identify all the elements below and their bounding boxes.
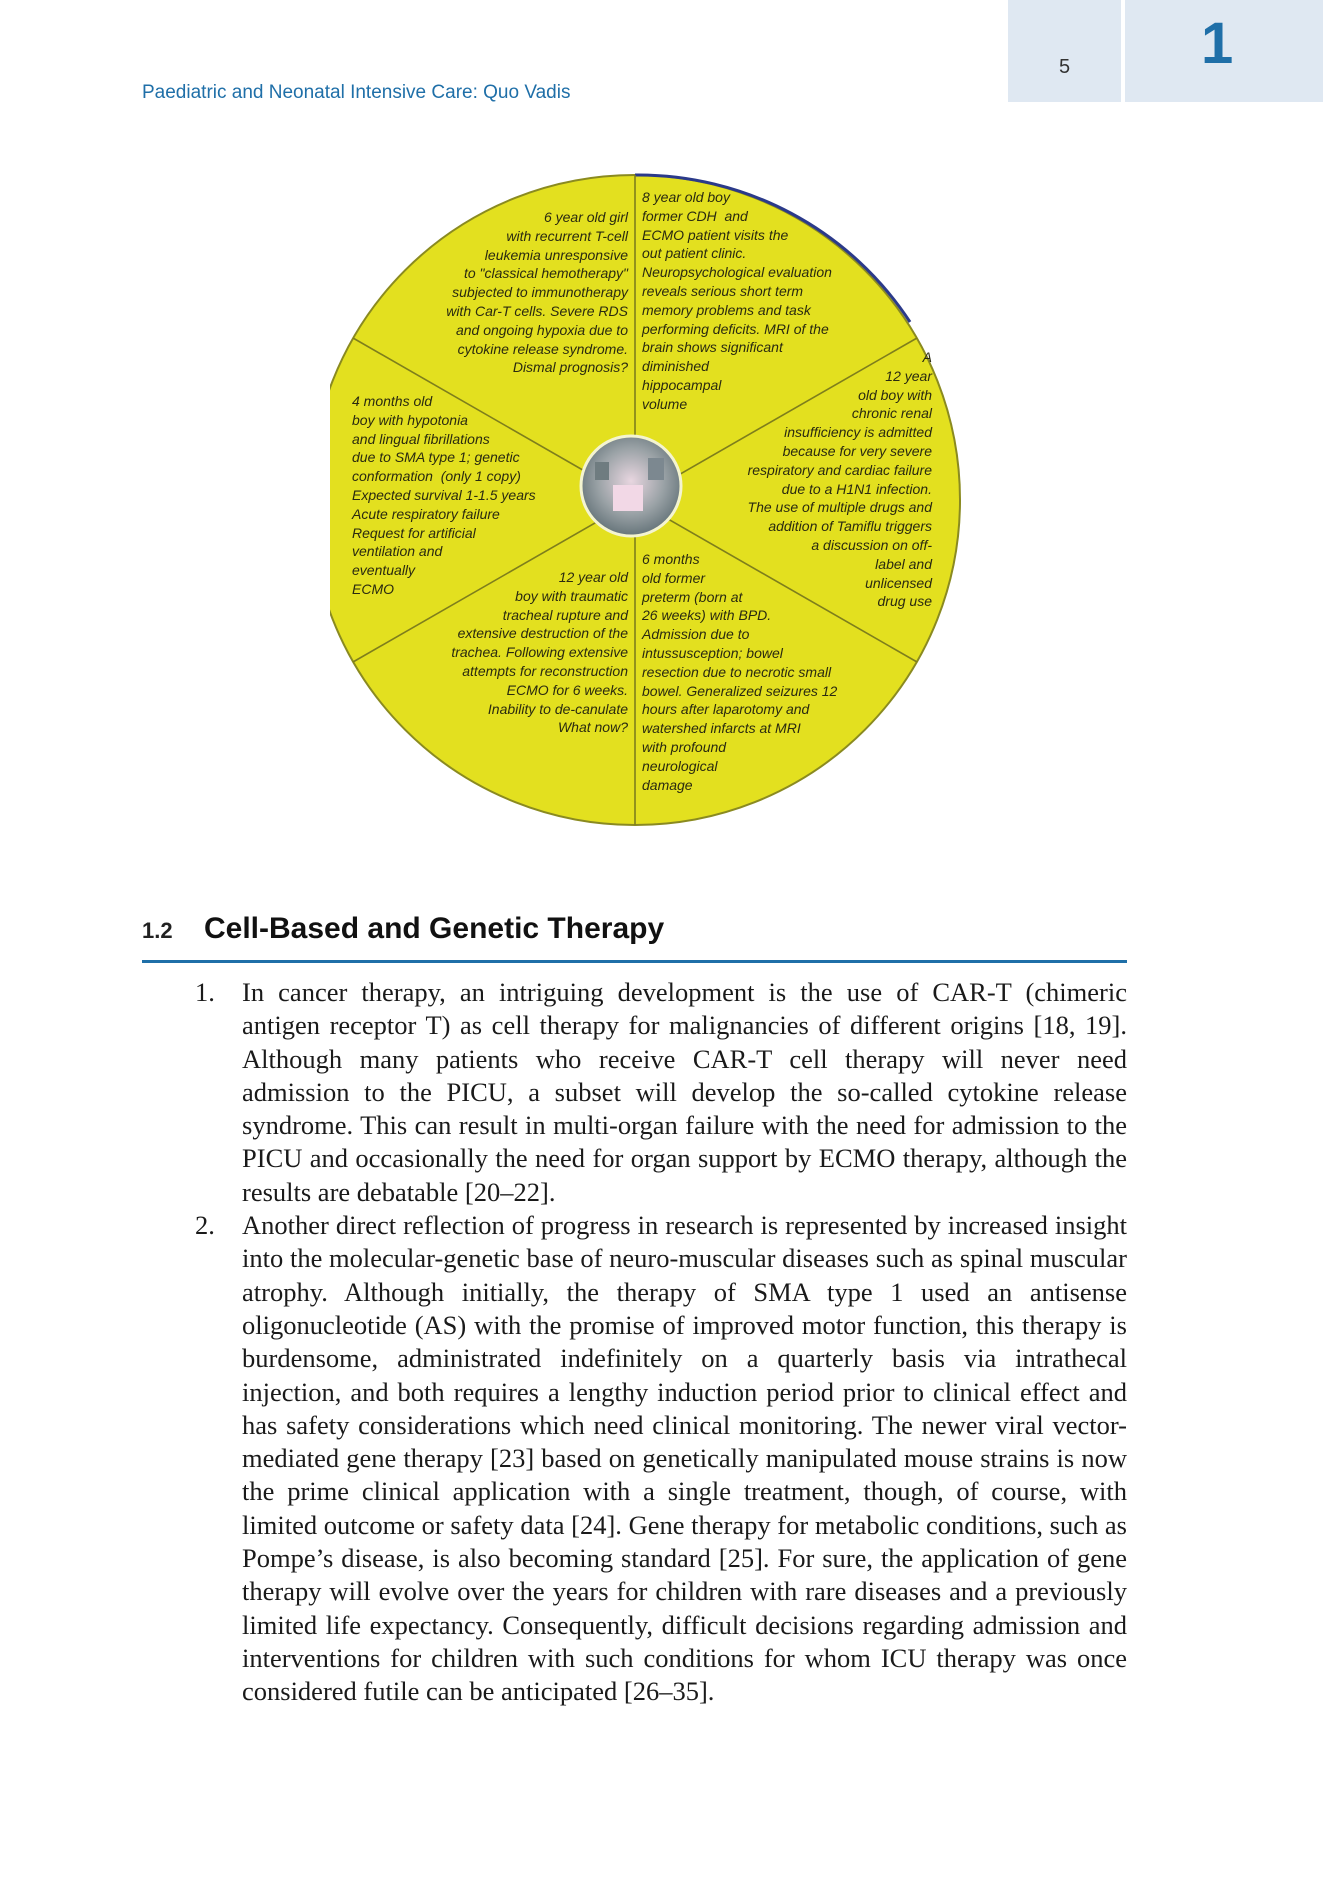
segment-line: unlicensed — [865, 574, 932, 591]
page-number: 5 — [1058, 56, 1071, 78]
segment-line: hippocampal — [642, 376, 722, 393]
segment-line: and ongoing hypoxia due to — [455, 321, 628, 338]
segment-line: due to SMA type 1; genetic — [352, 449, 520, 466]
segment-line: old former — [642, 569, 706, 586]
segment-line: neurological — [642, 757, 718, 774]
segment-line: trachea. Following extensive — [451, 644, 628, 661]
segment-line: to "classical hemotherapy" — [463, 265, 628, 282]
list-item-text: Another direct reflection of progress in research is represented by increased insight into the molecular-genetic base of neuro-muscular diseases such as spinal muscular atrophy. Although initially, the therapy of SMA type 1 used an antisense oligonucleotide (AS) with the promise of improved motor function, this therapy is burdensome, administrated indefinitely on a quarterly basis via intrathecal injection, and both requires a lengthy induction period prior to clinical effect and has safety considerations which need clinical monitoring. The newer viral vector-mediated gene therapy [23] based on genetically manipulated mouse strains is now the prime clinical application with a single treatment, though, of course, with limited outcome or safety data [24]. Gene therapy for metabolic conditions, such as Pompe’s disease, is also becoming standard [25]. For sure, the application of gene therapy will evolve over the years for children with rare diseases and a previously limited life expectancy. Consequently, difficult decisions regarding admission and interventions for children with such conditions for whom ICU therapy was once considered futile can be anticipated [26–35]. — [242, 1210, 1127, 1707]
segment-line: due to a H1N1 infection. — [781, 480, 932, 497]
segment-line: volume — [642, 395, 688, 412]
segment-line: preterm (born at — [642, 588, 743, 605]
segment-line: because for very severe — [782, 442, 932, 459]
segment-line: old boy with — [858, 386, 932, 403]
case-wheel-figure — [330, 170, 970, 830]
segment-line: 12 year old — [558, 569, 628, 585]
segment-line: chronic renal — [851, 405, 932, 422]
segment-line: insufficiency is admitted — [784, 424, 932, 441]
segment-line: respiratory and cardiac failure — [747, 461, 932, 478]
segment-line: conformation (only 1 copy) — [352, 468, 521, 485]
chapter-number-box — [1125, 0, 1323, 102]
segment-line: Dismal prognosis? — [512, 359, 628, 376]
segment-line: 6 year old girl — [543, 209, 628, 225]
segment-line: eventually — [352, 562, 416, 579]
segment-preterm-bpd — [642, 550, 837, 794]
list-item-text: In cancer therapy, an intriguing development is the use of CAR-T (chimeric antigen receptor T) as cell therapy for malignancies of different origins [18, 19]. Although many patients who receive CAR-T cell therapy will never need admission to the PICU, a subset will develop the so-called cytokine release syndrome. This can result in multi-organ failure with the need for admission to the PICU and occasionally the need for organ support by ECMO therapy, although the results are debatable [20–22]. — [242, 977, 1127, 1207]
list-item — [195, 1209, 1127, 1708]
segment-line: boy with hypotonia — [352, 411, 468, 428]
segment-line: bowel. Generalized seizures 12 — [642, 682, 838, 699]
running-head: Paediatric and Neonatal Intensive Care: Quo Vadis — [142, 82, 571, 103]
segment-line: and lingual fibrillations — [352, 430, 490, 447]
segment-sma-infant — [352, 392, 536, 599]
segment-line: ECMO for 6 weeks. — [506, 681, 628, 698]
segment-girl-leukemia — [446, 208, 628, 377]
segment-line: Request for artificial — [352, 524, 476, 541]
segment-line: What now? — [557, 719, 628, 736]
segment-line: diminished — [642, 358, 709, 375]
segment-line: subjected to immunotherapy — [452, 284, 628, 301]
segment-line: Acute respiratory failure — [352, 505, 500, 522]
segment-line: tracheal rupture and — [502, 606, 628, 623]
segment-line: leukemia unresponsive — [484, 246, 628, 263]
segment-line: ECMO — [352, 580, 394, 597]
segment-line: intussusception; bowel — [642, 644, 783, 661]
segment-line: reveals serious short term — [642, 282, 804, 299]
segment-line: A — [922, 349, 932, 365]
segment-line: performing deficits. MRI of the — [642, 320, 829, 337]
list-marker: 2. — [195, 1210, 215, 1241]
segment-line: Neuropsychological evaluation — [642, 264, 832, 281]
segment-line: Expected survival 1-1.5 years — [352, 486, 536, 503]
segment-line: The use of multiple drugs and — [747, 499, 932, 516]
segment-line: Inability to de-canulate — [487, 700, 628, 717]
segment-line: resection due to necrotic small — [642, 663, 832, 680]
section-heading — [142, 904, 1127, 963]
segment-line: label and — [875, 555, 932, 572]
segment-line: extensive destruction of the — [457, 625, 628, 642]
segment-line: damage — [642, 776, 693, 793]
segment-line: 4 months old — [352, 393, 433, 409]
segment-line: a discussion on off- — [811, 536, 932, 553]
segment-line: with profound — [642, 738, 727, 755]
numbered-list — [195, 976, 1127, 1709]
segment-line: attempts for reconstruction — [462, 662, 628, 679]
section-title: Cell-Based and Genetic Therapy — [204, 912, 665, 945]
segment-line: 6 months — [642, 551, 700, 567]
segment-line: drug use — [877, 593, 932, 610]
segment-line: Admission due to — [642, 626, 750, 643]
segment-line: ventilation and — [352, 543, 443, 560]
list-item — [195, 976, 1127, 1209]
segment-line: addition of Tamiflu triggers — [768, 518, 932, 535]
segment-line: brain shows significant — [642, 339, 783, 356]
segment-line: memory problems and task — [642, 301, 811, 318]
segment-line: cytokine release syndrome. — [457, 340, 628, 357]
segment-line: 8 year old boy — [642, 189, 730, 205]
chapter-number: 1 — [1201, 11, 1234, 76]
list-marker: 1. — [195, 977, 215, 1007]
segment-line: out patient clinic. — [642, 245, 747, 262]
segment-line: with recurrent T-cell — [506, 227, 628, 244]
segment-line: 12 year — [885, 367, 932, 384]
segment-line: former CDH and — [642, 207, 748, 224]
segment-line: ECMO patient visits the — [642, 226, 789, 243]
segment-line: boy with traumatic — [515, 587, 628, 604]
segment-line: with Car-T cells. Severe RDS — [446, 302, 628, 319]
page-number-box — [1008, 0, 1121, 102]
segment-line: hours after laparotomy and — [642, 701, 810, 718]
segment-line: watershed infarcts at MRI — [642, 720, 801, 737]
section-number: 1.2 — [142, 918, 173, 943]
segment-line: 26 weeks) with BPD. — [642, 607, 772, 624]
